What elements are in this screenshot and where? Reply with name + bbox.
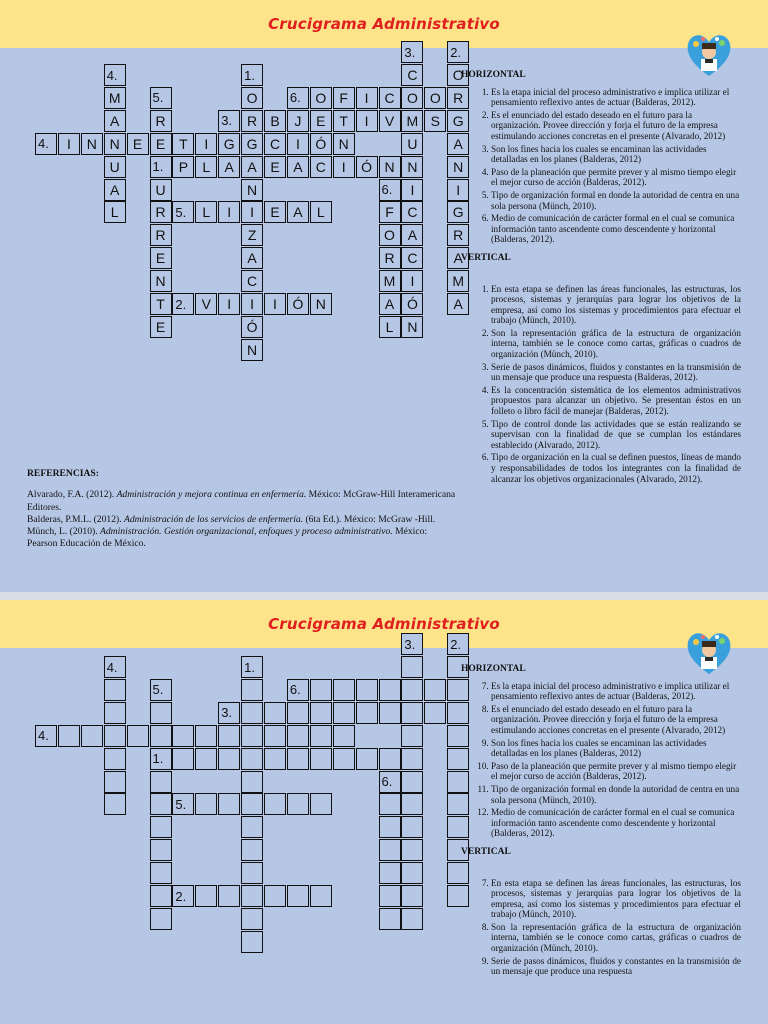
letter-cell: C xyxy=(401,201,423,223)
letter-cell[interactable] xyxy=(104,702,126,724)
letter-cell[interactable] xyxy=(104,748,126,770)
vertical-clue: 9. Serie de pasos dinámicos, fluidos y constantes en la transmisión de un mensaje que produce una respuesta xyxy=(491,956,741,977)
letter-cell[interactable] xyxy=(218,748,240,770)
letter-cell: R xyxy=(379,247,401,269)
vertical-heading-2: VERTICAL xyxy=(461,846,511,857)
letter-cell[interactable] xyxy=(379,748,401,770)
letter-cell[interactable] xyxy=(264,725,286,747)
letter-cell: M xyxy=(401,110,423,132)
letter-cell[interactable] xyxy=(104,793,126,815)
letter-cell: I xyxy=(447,179,469,201)
letter-cell[interactable] xyxy=(401,862,423,884)
letter-cell: A xyxy=(104,110,126,132)
letter-cell: E xyxy=(150,316,172,338)
vertical-heading: VERTICAL xyxy=(461,252,511,263)
clue-number-cell[interactable]: 6. xyxy=(379,771,401,793)
letter-cell: A xyxy=(447,293,469,315)
letter-cell[interactable] xyxy=(310,725,332,747)
clue-number-cell: 5. xyxy=(172,201,194,223)
letter-cell[interactable] xyxy=(401,679,423,701)
letter-cell[interactable] xyxy=(150,908,172,930)
letter-cell: C xyxy=(379,87,401,109)
letter-cell[interactable] xyxy=(401,816,423,838)
letter-cell: V xyxy=(195,293,217,315)
vertical-clue: 8. Son la representación gráfica de la estructura de organización interna, también se le conoce como cartas, gráficas o cuadros de organización (Münch, 2010). xyxy=(491,922,741,954)
letter-cell[interactable] xyxy=(310,679,332,701)
horizontal-clue: 1. Es la etapa inicial del proceso administrativo e implica utilizar el pensamiento reflexivo antes de actuar (Balderas, 2012). xyxy=(491,87,741,108)
letter-cell: R xyxy=(447,224,469,246)
letter-cell: E xyxy=(310,110,332,132)
clue-number-cell[interactable]: 2. xyxy=(172,885,194,907)
horizontal-clue: 4. Paso de la planeación que permite prever y al mismo tiempo elegir el mejor curso de acción (Balderas, 2012). xyxy=(491,167,741,188)
letter-cell: L xyxy=(195,156,217,178)
letter-cell[interactable] xyxy=(195,748,217,770)
letter-cell[interactable] xyxy=(241,862,263,884)
clues-panel xyxy=(461,70,741,486)
letter-cell[interactable] xyxy=(195,885,217,907)
reference-entry: Balderas, P.M.L. (2012). Administración de los servicios de enfermería. (6ta Ed.). México: McGraw -Hill. xyxy=(27,513,436,525)
vertical-clue: 7. En esta etapa se definen las áreas funcionales, las estructuras, los procesos, sistemas y jerarquías para lograr los objetivos de la empresa, así como los sistemas y procedimientos para efectuar el trabajo (Münch, 2010). xyxy=(491,878,741,920)
clue-number-cell: 4. xyxy=(104,64,126,86)
letter-cell[interactable] xyxy=(127,725,149,747)
clue-number-cell[interactable]: 5. xyxy=(150,679,172,701)
letter-cell: F xyxy=(379,201,401,223)
letter-cell[interactable] xyxy=(287,885,309,907)
letter-cell[interactable] xyxy=(218,793,240,815)
letter-cell[interactable] xyxy=(241,679,263,701)
letter-cell[interactable] xyxy=(401,885,423,907)
letter-cell: E xyxy=(150,247,172,269)
clue-number-cell: 1. xyxy=(150,156,172,178)
letter-cell: A xyxy=(241,156,263,178)
letter-cell: I xyxy=(401,270,423,292)
letter-cell: P xyxy=(172,156,194,178)
letter-cell[interactable] xyxy=(172,725,194,747)
horizontal-clue-list-2 xyxy=(461,681,741,839)
letter-cell: A xyxy=(447,133,469,155)
letter-cell[interactable] xyxy=(218,725,240,747)
letter-cell: I xyxy=(264,293,286,315)
letter-cell: A xyxy=(287,156,309,178)
letter-cell[interactable] xyxy=(172,748,194,770)
letter-cell: A xyxy=(401,224,423,246)
letter-cell[interactable] xyxy=(241,748,263,770)
letter-cell: I xyxy=(333,156,355,178)
horizontal-heading-2: HORIZONTAL xyxy=(461,664,526,674)
horizontal-clue: 9. Son los fines hacia los cuales se encaminan las actividades detalladas en los planes (Balderas, 2012) xyxy=(491,738,741,759)
letter-cell: I xyxy=(287,133,309,155)
horizontal-clue: 12. Medio de comunicación de carácter formal en el cual se comunica información tanto ascendente como descendente y horizontal (Balderas, 2012). xyxy=(491,807,741,839)
letter-cell[interactable] xyxy=(241,908,263,930)
letter-cell: N xyxy=(104,133,126,155)
letter-cell: A xyxy=(379,293,401,315)
letter-cell: L xyxy=(195,201,217,223)
letter-cell: A xyxy=(104,179,126,201)
clue-number-cell[interactable]: 4. xyxy=(35,725,57,747)
letter-cell[interactable] xyxy=(104,771,126,793)
letter-cell: O xyxy=(310,87,332,109)
letter-cell[interactable] xyxy=(287,793,309,815)
letter-cell[interactable] xyxy=(310,885,332,907)
clue-number-cell[interactable]: 3. xyxy=(218,702,240,724)
letter-cell: N xyxy=(401,156,423,178)
letter-cell: I xyxy=(241,201,263,223)
letter-cell: E xyxy=(127,133,149,155)
letter-cell[interactable] xyxy=(241,839,263,861)
clue-number-cell: 3. xyxy=(218,110,240,132)
horizontal-clue: 8. Es el enunciado del estado deseado en el futuro para la organización. Provee dirección y forja el futuro de la empresa estimulando acciones concretas en el presente (Alvarado, 2012) xyxy=(491,704,741,736)
letter-cell[interactable] xyxy=(333,679,355,701)
letter-cell[interactable] xyxy=(150,885,172,907)
letter-cell[interactable] xyxy=(401,656,423,678)
letter-cell[interactable] xyxy=(195,725,217,747)
letter-cell: U xyxy=(150,179,172,201)
letter-cell: A xyxy=(241,247,263,269)
letter-cell[interactable] xyxy=(150,793,172,815)
letter-cell: R xyxy=(150,110,172,132)
horizontal-heading: HORIZONTAL xyxy=(461,70,526,80)
letter-cell: E xyxy=(264,156,286,178)
references-list xyxy=(27,489,457,550)
letter-cell[interactable] xyxy=(195,793,217,815)
clue-number-cell[interactable]: 1. xyxy=(241,656,263,678)
letter-cell: U xyxy=(401,133,423,155)
letter-cell: O xyxy=(447,64,469,86)
letter-cell: Ó xyxy=(310,133,332,155)
letter-cell: E xyxy=(264,201,286,223)
letter-cell: T xyxy=(333,110,355,132)
letter-cell[interactable] xyxy=(241,771,263,793)
letter-cell: C xyxy=(401,247,423,269)
clue-number-cell: 6. xyxy=(287,87,309,109)
letter-cell: G xyxy=(241,133,263,155)
letter-cell: U xyxy=(104,156,126,178)
letter-cell: N xyxy=(150,270,172,292)
letter-cell[interactable] xyxy=(287,748,309,770)
letter-cell[interactable] xyxy=(241,885,263,907)
letter-cell: O xyxy=(424,87,446,109)
vertical-clue: 1. En esta etapa se definen las áreas funcionales, las estructuras, los procesos, sistemas y jerarquías para lograr los objetivos de la empresa, así como los sistemas y procedimientos para efectuar el trabajo (Münch, 2010). xyxy=(491,284,741,326)
letter-cell: G xyxy=(218,133,240,155)
letter-cell[interactable] xyxy=(379,793,401,815)
letter-cell[interactable] xyxy=(424,679,446,701)
letter-cell[interactable] xyxy=(241,702,263,724)
references xyxy=(27,468,457,551)
page-separator xyxy=(0,592,768,600)
letter-cell: Ó xyxy=(356,156,378,178)
letter-cell: N xyxy=(379,156,401,178)
reference-entry: Alvarado, F.A. (2012). Administración y mejora continua en enfermería. México: McGraw-Hill Interamericana Editores. xyxy=(27,489,456,513)
letter-cell: N xyxy=(241,339,263,361)
letter-cell: I xyxy=(356,87,378,109)
letter-cell: I xyxy=(241,293,263,315)
letter-cell[interactable] xyxy=(379,862,401,884)
letter-cell[interactable] xyxy=(104,679,126,701)
letter-cell[interactable] xyxy=(379,816,401,838)
letter-cell[interactable] xyxy=(356,679,378,701)
clue-number-cell: 1. xyxy=(241,64,263,86)
letter-cell[interactable] xyxy=(150,862,172,884)
letter-cell: C xyxy=(401,64,423,86)
letter-cell: Ó xyxy=(287,293,309,315)
clue-number-cell: 4. xyxy=(35,133,57,155)
letter-cell[interactable] xyxy=(379,702,401,724)
letter-cell[interactable] xyxy=(333,748,355,770)
letter-cell: I xyxy=(218,293,240,315)
title-banner xyxy=(0,0,768,48)
letter-cell: I xyxy=(401,179,423,201)
letter-cell: T xyxy=(150,293,172,315)
clue-number-cell[interactable]: 3. xyxy=(401,633,423,655)
clue-number-cell: 3. xyxy=(401,41,423,63)
letter-cell: F xyxy=(333,87,355,109)
horizontal-clue: 6. Medio de comunicación de carácter formal en el cual se comunica información tanto ascendente como descendente y horizontal (Balderas, 2012). xyxy=(491,213,741,245)
horizontal-clue: 7. Es la etapa inicial del proceso administrativo e implica utilizar el pensamiento reflexivo antes de actuar (Balderas, 2012). xyxy=(491,681,741,702)
letter-cell[interactable] xyxy=(401,908,423,930)
letter-cell[interactable] xyxy=(401,839,423,861)
letter-cell[interactable] xyxy=(150,816,172,838)
letter-cell[interactable] xyxy=(310,702,332,724)
letter-cell: N xyxy=(81,133,103,155)
letter-cell[interactable] xyxy=(150,771,172,793)
clue-number-cell: 5. xyxy=(150,87,172,109)
letter-cell: C xyxy=(264,133,286,155)
letter-cell: L xyxy=(379,316,401,338)
letter-cell: I xyxy=(195,133,217,155)
letter-cell[interactable] xyxy=(379,908,401,930)
letter-cell[interactable] xyxy=(241,793,263,815)
letter-cell: B xyxy=(264,110,286,132)
clue-number-cell[interactable]: 5. xyxy=(172,793,194,815)
letter-cell: I xyxy=(218,201,240,223)
page-title: Crucigrama Administrativo xyxy=(268,15,500,33)
letter-cell: S xyxy=(424,110,446,132)
letter-cell[interactable] xyxy=(264,748,286,770)
letter-cell[interactable] xyxy=(287,702,309,724)
letter-cell[interactable] xyxy=(401,771,423,793)
letter-cell[interactable] xyxy=(401,748,423,770)
page-2 xyxy=(0,600,768,1024)
letter-cell: R xyxy=(150,224,172,246)
vertical-clue: 2. Son la representación gráfica de la estructura de organización interna, también se le conoce como cartas, gráficas o cuadros de organización (Münch, 2010). xyxy=(491,328,741,360)
vertical-clue-list-2 xyxy=(461,878,741,977)
letter-cell: Ó xyxy=(241,316,263,338)
letter-cell[interactable] xyxy=(379,839,401,861)
letter-cell[interactable] xyxy=(401,725,423,747)
letter-cell: V xyxy=(379,110,401,132)
letter-cell[interactable] xyxy=(333,725,355,747)
letter-cell: O xyxy=(241,87,263,109)
letter-cell[interactable] xyxy=(264,793,286,815)
letter-cell[interactable] xyxy=(150,725,172,747)
horizontal-clue: 3. Son los fines hacia los cuales se encaminan las actividades detalladas en los planes (Balderas, 2012) xyxy=(491,144,741,165)
letter-cell: A xyxy=(287,201,309,223)
letter-cell: Z xyxy=(241,224,263,246)
letter-cell: O xyxy=(401,87,423,109)
letter-cell: A xyxy=(447,247,469,269)
letter-cell[interactable] xyxy=(379,679,401,701)
letter-cell[interactable] xyxy=(241,931,263,953)
letter-cell: R xyxy=(150,201,172,223)
letter-cell: M xyxy=(104,87,126,109)
letter-cell[interactable] xyxy=(241,725,263,747)
letter-cell[interactable] xyxy=(424,702,446,724)
letter-cell: M xyxy=(447,270,469,292)
horizontal-clue: 2. Es el enunciado del estado deseado en el futuro para la organización. Provee dirección y forja el futuro de la empresa estimulando acciones concretas en el presente (Alvarado, 2012) xyxy=(491,110,741,142)
letter-cell: M xyxy=(379,270,401,292)
letter-cell[interactable] xyxy=(150,702,172,724)
horizontal-clue: 5. Tipo de organización formal en donde la autoridad de centra en una sola persona (Münch, 2010). xyxy=(491,190,741,211)
clue-number-cell: 2. xyxy=(447,41,469,63)
letter-cell: G xyxy=(447,201,469,223)
references-heading: REFERENCIAS: xyxy=(27,468,99,479)
letter-cell: I xyxy=(58,133,80,155)
horizontal-clue: 10. Paso de la planeación que permite prever y al mismo tiempo elegir el mejor curso de acción (Balderas, 2012). xyxy=(491,761,741,782)
vertical-clue: 4. Es la concentración sistemática de los elementos administrativos propuestos para alcanzar un objetivo. Se presentan éstos en un folleto o libro fácil de manejar (Balderas, 2012). xyxy=(491,385,741,417)
title-banner-2 xyxy=(0,600,768,648)
horizontal-clue: 11. Tipo de organización formal en donde la autoridad de centra en una sola persona (Münch, 2010). xyxy=(491,784,741,805)
letter-cell: N xyxy=(333,133,355,155)
letter-cell: N xyxy=(310,293,332,315)
letter-cell: T xyxy=(172,133,194,155)
letter-cell: N xyxy=(401,316,423,338)
letter-cell: O xyxy=(379,224,401,246)
letter-cell: Ó xyxy=(401,293,423,315)
vertical-clue: 3. Serie de pasos dinámicos, fluidos y constantes en la transmisión de un mensaje que produce una respuesta (Balderas, 2012). xyxy=(491,362,741,383)
letter-cell: C xyxy=(241,270,263,292)
letter-cell[interactable] xyxy=(287,725,309,747)
letter-cell[interactable] xyxy=(310,793,332,815)
letter-cell: R xyxy=(447,87,469,109)
letter-cell[interactable] xyxy=(218,885,240,907)
letter-cell[interactable] xyxy=(401,702,423,724)
page-title-2: Crucigrama Administrativo xyxy=(268,615,500,633)
letter-cell[interactable] xyxy=(310,748,332,770)
clue-number-cell[interactable]: 4. xyxy=(104,656,126,678)
letter-cell[interactable] xyxy=(264,885,286,907)
clue-number-cell: 6. xyxy=(379,179,401,201)
letter-cell: G xyxy=(447,110,469,132)
letter-cell: N xyxy=(447,156,469,178)
clue-number-cell[interactable]: 1. xyxy=(150,748,172,770)
horizontal-clue-list xyxy=(461,87,741,245)
letter-cell[interactable] xyxy=(356,702,378,724)
vertical-clue-list xyxy=(461,284,741,485)
letter-cell: A xyxy=(218,156,240,178)
letter-cell: J xyxy=(287,110,309,132)
letter-cell[interactable] xyxy=(104,725,126,747)
letter-cell: L xyxy=(310,201,332,223)
letter-cell: L xyxy=(104,201,126,223)
clue-number-cell[interactable]: 2. xyxy=(447,633,469,655)
letter-cell[interactable] xyxy=(333,702,355,724)
letter-cell[interactable] xyxy=(356,748,378,770)
letter-cell: E xyxy=(150,133,172,155)
vertical-clue: 5. Tipo de control donde las actividades que se están realizando se supervisan con la finalidad de que se cumplan los estándares establecido (Alvarado, 2012). xyxy=(491,419,741,451)
clue-number-cell: 2. xyxy=(172,293,194,315)
letter-cell[interactable] xyxy=(150,839,172,861)
letter-cell: I xyxy=(356,110,378,132)
reference-entry: Münch, L. (2010). Administración. Gestión organizacional, enfoques y proceso administrativo. México: Pearson Educación de México. xyxy=(27,526,428,550)
letter-cell[interactable] xyxy=(379,885,401,907)
letter-cell[interactable] xyxy=(58,725,80,747)
letter-cell[interactable] xyxy=(401,793,423,815)
letter-cell[interactable] xyxy=(264,702,286,724)
letter-cell: N xyxy=(241,179,263,201)
clue-number-cell[interactable]: 6. xyxy=(287,679,309,701)
letter-cell: C xyxy=(310,156,332,178)
letter-cell: R xyxy=(241,110,263,132)
vertical-clue: 6. Tipo de organización en la cual se definen puestos, líneas de mando y responsabilidades de todos los integrantes con la finalidad de alcanzar los objetivos organizacionales (Alvarado, 2012). xyxy=(491,452,741,484)
letter-cell[interactable] xyxy=(81,725,103,747)
letter-cell[interactable] xyxy=(241,816,263,838)
clues-panel-2 xyxy=(461,664,741,979)
